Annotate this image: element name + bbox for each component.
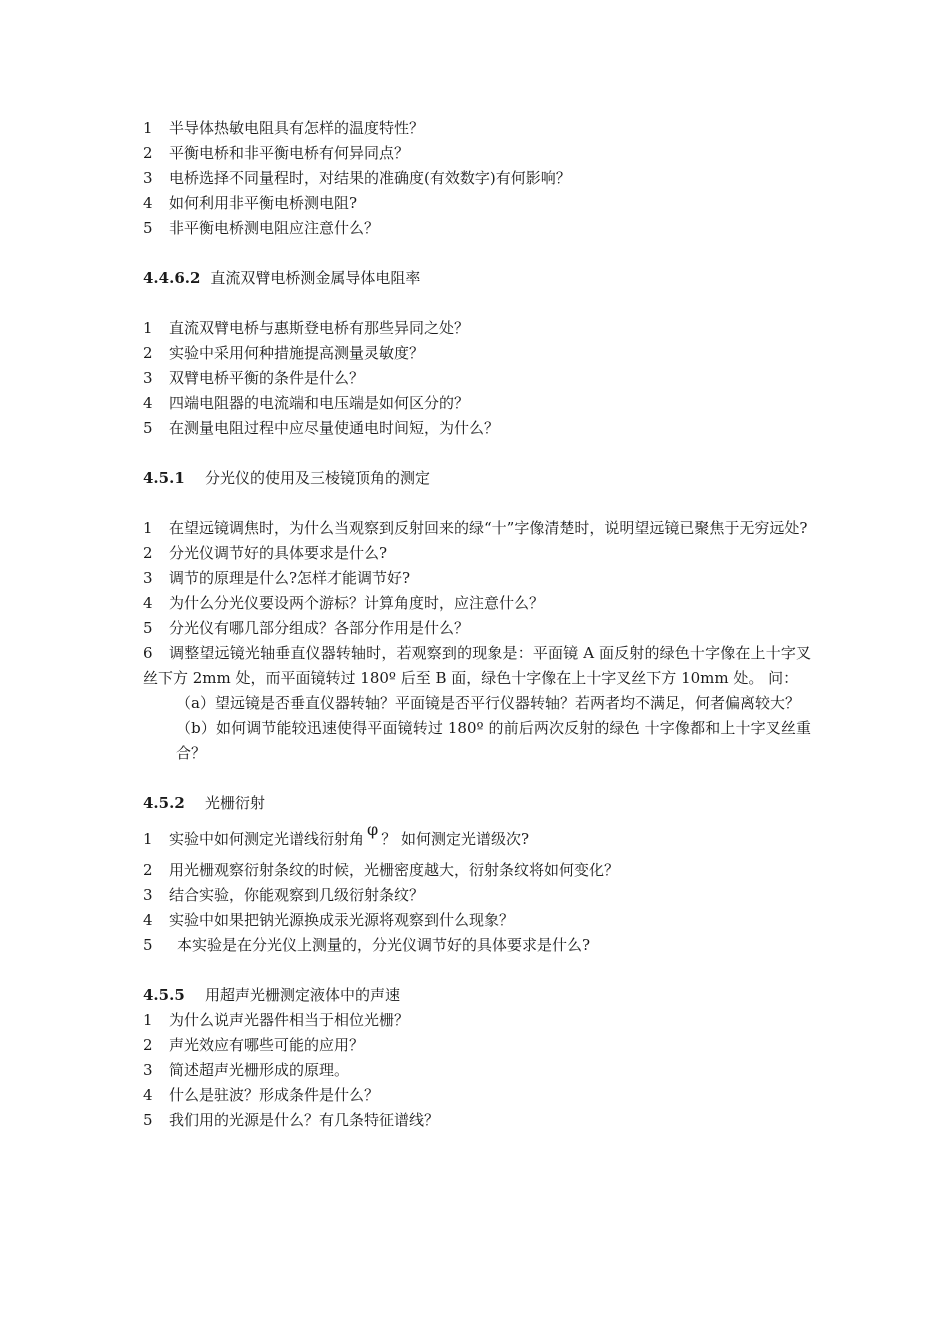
question-text: 实验中如果把钠光源换成汞光源将观察到什么现象？ — [169, 911, 515, 929]
question-item — [143, 141, 811, 166]
question-number: 5 — [143, 419, 153, 437]
question-text: 调整望远镜光轴垂直仪器转轴时，若观察到的现象是：平面镜 A 面反射的绿色十字像在上十字叉丝下方 2mm 处，而平面镜转过 180º 后至 B 面，绿色十字像在上十字叉丝下方 10mm 处。 问： — [143, 644, 811, 687]
question-number: 2 — [143, 1036, 153, 1054]
spacer — [143, 766, 811, 791]
question-item — [143, 1008, 811, 1033]
question-item — [143, 566, 811, 591]
question-number: 4 — [143, 594, 153, 612]
question-item — [143, 116, 811, 141]
question-number: 1 — [143, 830, 153, 848]
question-number: 5 — [143, 219, 153, 237]
section-title: 用超声光栅测定液体中的声速 — [205, 986, 401, 1004]
question-text: 在测量电阻过程中应尽量使通电时间短，为什么？ — [169, 419, 500, 437]
question-item — [143, 1108, 811, 1133]
question-number: 2 — [143, 144, 153, 162]
question-text: 实验中如何测定光谱线衍射角 — [169, 830, 365, 848]
question-item — [143, 391, 811, 416]
spacer — [143, 491, 811, 516]
question-text: 在望远镜调焦时，为什么当观察到反射回来的绿“十”字像清楚时，说明望远镜已聚焦于无穷远处? — [169, 519, 808, 537]
question-number: 4 — [143, 911, 153, 929]
section-title: 分光仪的使用及三棱镜顶角的测定 — [205, 469, 431, 487]
question-text: 非平衡电桥测电阻应注意什么？ — [169, 219, 380, 237]
question-item — [143, 933, 811, 958]
question-text: 声光效应有哪些可能的应用？ — [169, 1036, 365, 1054]
question-number: 1 — [143, 319, 153, 337]
question-text: 分光仪调节好的具体要求是什么? — [169, 544, 388, 562]
question-number: 3 — [143, 369, 153, 387]
question-number: 5 — [143, 619, 153, 637]
question-item — [143, 541, 811, 566]
question-number: 6 — [143, 644, 153, 662]
question-number: 2 — [143, 544, 153, 562]
question-item — [143, 516, 811, 541]
question-item — [143, 1033, 811, 1058]
question-number: 2 — [143, 861, 153, 879]
question-item — [143, 1058, 811, 1083]
question-number: 5 — [143, 936, 153, 954]
spacer — [143, 958, 811, 983]
spacer — [143, 241, 811, 266]
section-number: 4.5.5 — [143, 986, 185, 1004]
document-content — [143, 116, 811, 1133]
question-text: 本实验是在分光仪上测量的，分光仪调节好的具体要求是什么? — [177, 936, 591, 954]
question-number: 3 — [143, 886, 153, 904]
section-title: 直流双臂电桥测金属导体电阻率 — [210, 269, 421, 287]
question-text: 分光仪有哪几部分组成？各部分作用是什么？ — [169, 619, 470, 637]
question-item — [143, 858, 811, 883]
question-number: 1 — [143, 119, 153, 137]
question-text: 如何利用非平衡电桥测电阻? — [169, 194, 358, 212]
question-number: 4 — [143, 194, 153, 212]
section-number: 4.5.1 — [143, 469, 185, 487]
question-number: 1 — [143, 1011, 153, 1029]
question-text: 调节的原理是什么?怎样才能调节好? — [169, 569, 411, 587]
question-item — [143, 883, 811, 908]
section-number: 4.4.6.2 — [143, 269, 201, 287]
question-item — [143, 366, 811, 391]
spacer — [143, 441, 811, 466]
question-text: 实验中采用何种措施提高测量灵敏度？ — [169, 344, 425, 362]
question-text: ？ 如何测定光谱级次? — [381, 830, 530, 848]
section-heading — [143, 466, 811, 491]
question-number: 1 — [143, 519, 153, 537]
sub-question-b: （b）如何调节能较迅速使得平面镜转过 180º 的前后两次反射的绿色 十字像都和上十字叉丝重合？ — [176, 719, 811, 762]
section-heading — [143, 791, 811, 816]
question-item — [143, 166, 811, 191]
question-text: 电桥选择不同量程时，对结果的准确度(有效数字)有何影响？ — [169, 169, 571, 187]
question-number: 2 — [143, 344, 153, 362]
question-item — [143, 1083, 811, 1108]
question-number: 3 — [143, 1061, 153, 1079]
question-number: 4 — [143, 394, 153, 412]
section-heading — [143, 983, 811, 1008]
section-number: 4.5.2 — [143, 794, 185, 812]
question-text: 用光栅观察衍射条纹的时候，光栅密度越大，衍射条纹将如何变化？ — [169, 861, 620, 879]
question-text: 四端电阻器的电流端和电压端是如何区分的？ — [169, 394, 470, 412]
question-item — [143, 341, 811, 366]
sub-question-a: （a）望远镜是否垂直仪器转轴？平面镜是否平行仪器转轴？若两者均不满足，何者偏离较大？ — [176, 694, 800, 712]
phi-symbol: φ — [367, 820, 379, 839]
question-text: 平衡电桥和非平衡电桥有何异同点？ — [169, 144, 410, 162]
question-text: 双臂电桥平衡的条件是什么？ — [169, 369, 365, 387]
question-item — [143, 191, 811, 216]
question-item — [143, 820, 811, 854]
question-item — [143, 316, 811, 341]
spacer — [143, 291, 811, 316]
question-number: 3 — [143, 169, 153, 187]
question-text: 为什么说声光器件相当于相位光栅？ — [169, 1011, 410, 1029]
question-item — [143, 908, 811, 933]
question-text: 我们用的光源是什么？有几条特征谱线？ — [169, 1111, 440, 1129]
question-item — [143, 591, 811, 616]
question-item — [143, 616, 811, 641]
question-text: 什么是驻波？形成条件是什么？ — [169, 1086, 380, 1104]
section-title: 光栅衍射 — [205, 794, 266, 812]
question-number: 5 — [143, 1111, 153, 1129]
question-text: 结合实验，你能观察到几级衍射条纹？ — [169, 886, 425, 904]
section-heading — [143, 266, 811, 291]
question-number: 4 — [143, 1086, 153, 1104]
question-text: 半导体热敏电阻具有怎样的温度特性？ — [169, 119, 425, 137]
question-text: 为什么分光仪要设两个游标？计算角度时，应注意什么？ — [169, 594, 545, 612]
question-text: 简述超声光栅形成的原理。 — [169, 1061, 350, 1079]
question-number: 3 — [143, 569, 153, 587]
question-item — [143, 416, 811, 441]
question-item — [143, 216, 811, 241]
question-text: 直流双臂电桥与惠斯登电桥有那些异同之处？ — [169, 319, 470, 337]
question-item — [143, 641, 811, 691]
